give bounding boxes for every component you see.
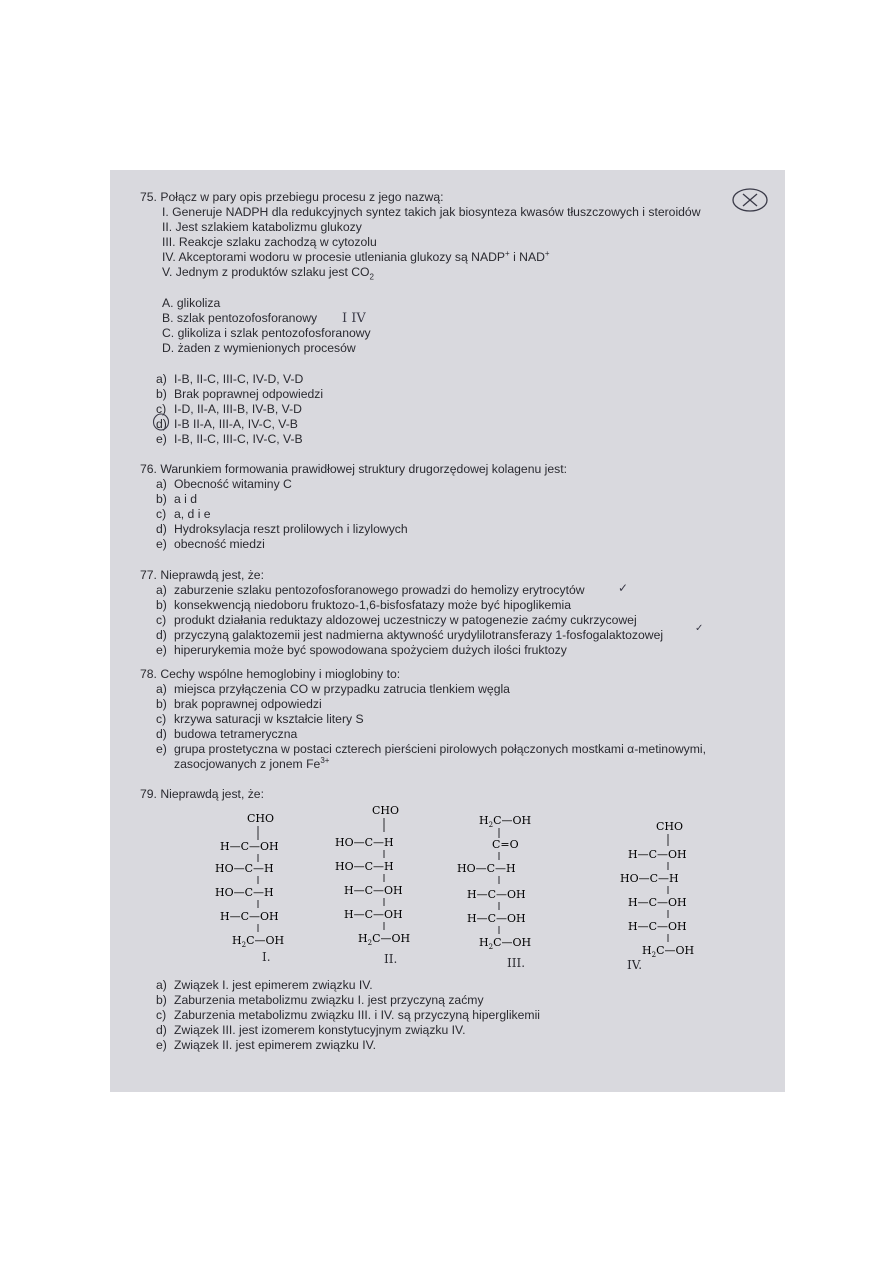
q75-item-5: V. Jednym z produktów szlaku jest $CO_2$ (162, 265, 374, 282)
svg-text:H2C—OH: $H_2C—OH$ (358, 932, 411, 947)
question-79-title: 79. Nieprawdą jest, że: (140, 787, 264, 801)
handwritten-tick-77d: ✓ (695, 623, 704, 634)
svg-text:HO—C—H: HO—C—H (215, 886, 274, 899)
q75-process-d: D. żaden z wymienionych procesów (162, 341, 356, 355)
question-76-title: 76. Warunkiem formowania prawidłowej struktury drugorzędowej kolagenu jest: (140, 462, 567, 476)
question-79 (140, 787, 264, 802)
crossed-circle-mark (730, 186, 770, 214)
handwritten-answer-75: I IV (342, 311, 366, 326)
structure-II (332, 802, 432, 952)
svg-text:H—C—OH: H—C—OH (628, 920, 687, 933)
question-78 (140, 667, 774, 772)
svg-text:HO—C—H: HO—C—H (215, 862, 274, 875)
q78-option-d[interactable]: d) budowa tetrameryczna (156, 727, 298, 741)
svg-text:H—C—OH: H—C—OH (467, 912, 526, 925)
structure-label-II: II. (384, 952, 398, 966)
q77-option-b[interactable]: b) konsekwencją niedoboru fruktozo-1,6-bisfosfatazy może być hipoglikemia (156, 598, 571, 612)
svg-text:C=O: C=O (492, 838, 519, 851)
svg-text:H2C—OH: $H_2C—OH$ (479, 936, 532, 951)
q75-item-1: I. Generuje NADPH dla redukcyjnych syntez takich jak biosynteza kwasów tłuszczowych i steroidów (162, 205, 701, 219)
question-76 (140, 462, 567, 552)
structure-label-III: III. (507, 956, 526, 970)
q76-option-a[interactable]: a) Obecność witaminy C (156, 477, 292, 491)
structure-label-I: I. (262, 950, 271, 964)
svg-text:HO—C—H: HO—C—H (335, 836, 394, 849)
q75-item-3: III. Reakcje szlaku zachodzą w cytozolu (162, 235, 377, 249)
svg-text:CHO: CHO (247, 812, 275, 825)
svg-text:HO—C—H: HO—C—H (335, 860, 394, 873)
svg-text:H—C—OH: H—C—OH (220, 840, 279, 853)
q77-option-d[interactable]: d) przyczyną galaktozemii jest nadmierna aktywność urydylilotransferazy 1-fosfogalaktozowej (156, 628, 664, 642)
svg-text:H—C—OH: H—C—OH (628, 848, 687, 861)
circle-mark-option-d (152, 413, 170, 431)
svg-text:H—C—OH: H—C—OH (628, 896, 687, 909)
question-75-title: 75. Połącz w pary opis przebiegu procesu z jego nazwą: (140, 190, 444, 204)
svg-text:H2C—OH: $H_2C—OH$ (232, 934, 285, 949)
svg-text:H—C—OH: H—C—OH (344, 908, 403, 921)
q75-option-b[interactable]: b) Brak poprawnej odpowiedzi (156, 387, 324, 401)
q78-option-e[interactable]: e) grupa prostetyczna w postaci czterech pierścieni pirolowych połączonych mostkami α-metinowymi, zasocjowanych z jonem $Fe^{3+}$ (156, 742, 706, 771)
svg-text:CHO: CHO (656, 820, 684, 833)
structure-III (455, 812, 565, 957)
q78-option-a[interactable]: a) miejsca przyłączenia CO w przypadku zatrucia tlenkiem węgla (156, 682, 510, 696)
q79-option-b[interactable]: b) Zaburzenia metabolizmu związku I. jest przyczyną zaćmy (156, 993, 484, 1007)
q75-process-c: C. glikoliza i szlak pentozofosforanowy (162, 326, 371, 340)
svg-text:H2C—OH: $H_2C—OH$ (642, 944, 695, 959)
q75-process-b: B. szlak pentozofosforanowy (162, 311, 318, 325)
q76-option-b[interactable]: b) a i d (156, 492, 198, 506)
svg-text:H—C—OH: H—C—OH (467, 888, 526, 901)
q75-option-e[interactable]: e) I-B, II-C, III-C, IV-C, V-B (156, 432, 303, 446)
question-78-title: 78. Cechy wspólne hemoglobiny i mioglobiny to: (140, 667, 401, 681)
q79-option-e[interactable]: e) Związek II. jest epimerem związku IV. (156, 1038, 377, 1052)
structure-IV (618, 818, 728, 958)
q79-option-a[interactable]: a) Związek I. jest epimerem związku IV. (156, 978, 373, 992)
q76-option-d[interactable]: d) Hydroksylacja reszt prolilowych i lizylowych (156, 522, 408, 536)
svg-text:H—C—OH: H—C—OH (220, 910, 279, 923)
q75-item-4: IV. Akceptorami wodoru w procesie utleniania glukozy są NADP+ i NAD+ (162, 248, 550, 264)
structure-label-IV: IV. (627, 958, 643, 972)
svg-text:HO—C—H: HO—C—H (620, 872, 679, 885)
q77-option-e[interactable]: e) hiperurykemia może być spowodowana spożyciem dużych ilości fruktozy (156, 643, 567, 657)
svg-text:HO—C—H: HO—C—H (457, 862, 516, 875)
q79-option-d[interactable]: d) Związek III. jest izomerem konstytucyjnym związku IV. (156, 1023, 466, 1037)
q75-option-d[interactable]: d) I-B II-A, III-A, IV-C, V-B (156, 417, 298, 431)
q77-option-a[interactable]: a) zaburzenie szlaku pentozofosforanowego prowadzi do hemolizy erytrocytów (156, 583, 585, 597)
question-75 (140, 190, 701, 447)
q75-process-a: A. glikoliza (162, 296, 221, 310)
q76-option-e[interactable]: e) obecność miedzi (156, 537, 265, 551)
q75-option-c[interactable]: c) I-D, II-A, III-B, IV-B, V-D (156, 402, 302, 416)
q78-option-b[interactable]: b) brak poprawnej odpowiedzi (156, 697, 322, 711)
question-79-options (140, 978, 540, 1053)
svg-text:CHO: CHO (372, 804, 400, 817)
q79-option-c[interactable]: c) Zaburzenia metabolizmu związku III. i IV. są przyczyną hiperglikemii (156, 1008, 540, 1022)
q76-option-c[interactable]: c) a, d i e (156, 507, 211, 521)
q75-item-2: II. Jest szlakiem katabolizmu glukozy (162, 220, 362, 234)
question-77 (140, 568, 663, 658)
q75-option-a[interactable]: a) I-B, II-C, III-C, IV-D, V-D (156, 372, 304, 386)
exam-sheet (110, 170, 785, 1092)
question-77-title: 77. Nieprawdą jest, że: (140, 568, 264, 582)
svg-text:H—C—OH: H—C—OH (344, 884, 403, 897)
svg-text:H2C—OH: $H_2C—OH$ (479, 814, 532, 829)
q78-option-c[interactable]: c) krzywa saturacji w kształcie litery S (156, 712, 364, 726)
q77-option-c[interactable]: c) produkt działania reduktazy aldozowej uczestniczy w patogenezie zaćmy cukrzycowej (156, 613, 637, 627)
structure-I (210, 810, 310, 950)
handwritten-tick-77a: ✓ (618, 581, 629, 595)
